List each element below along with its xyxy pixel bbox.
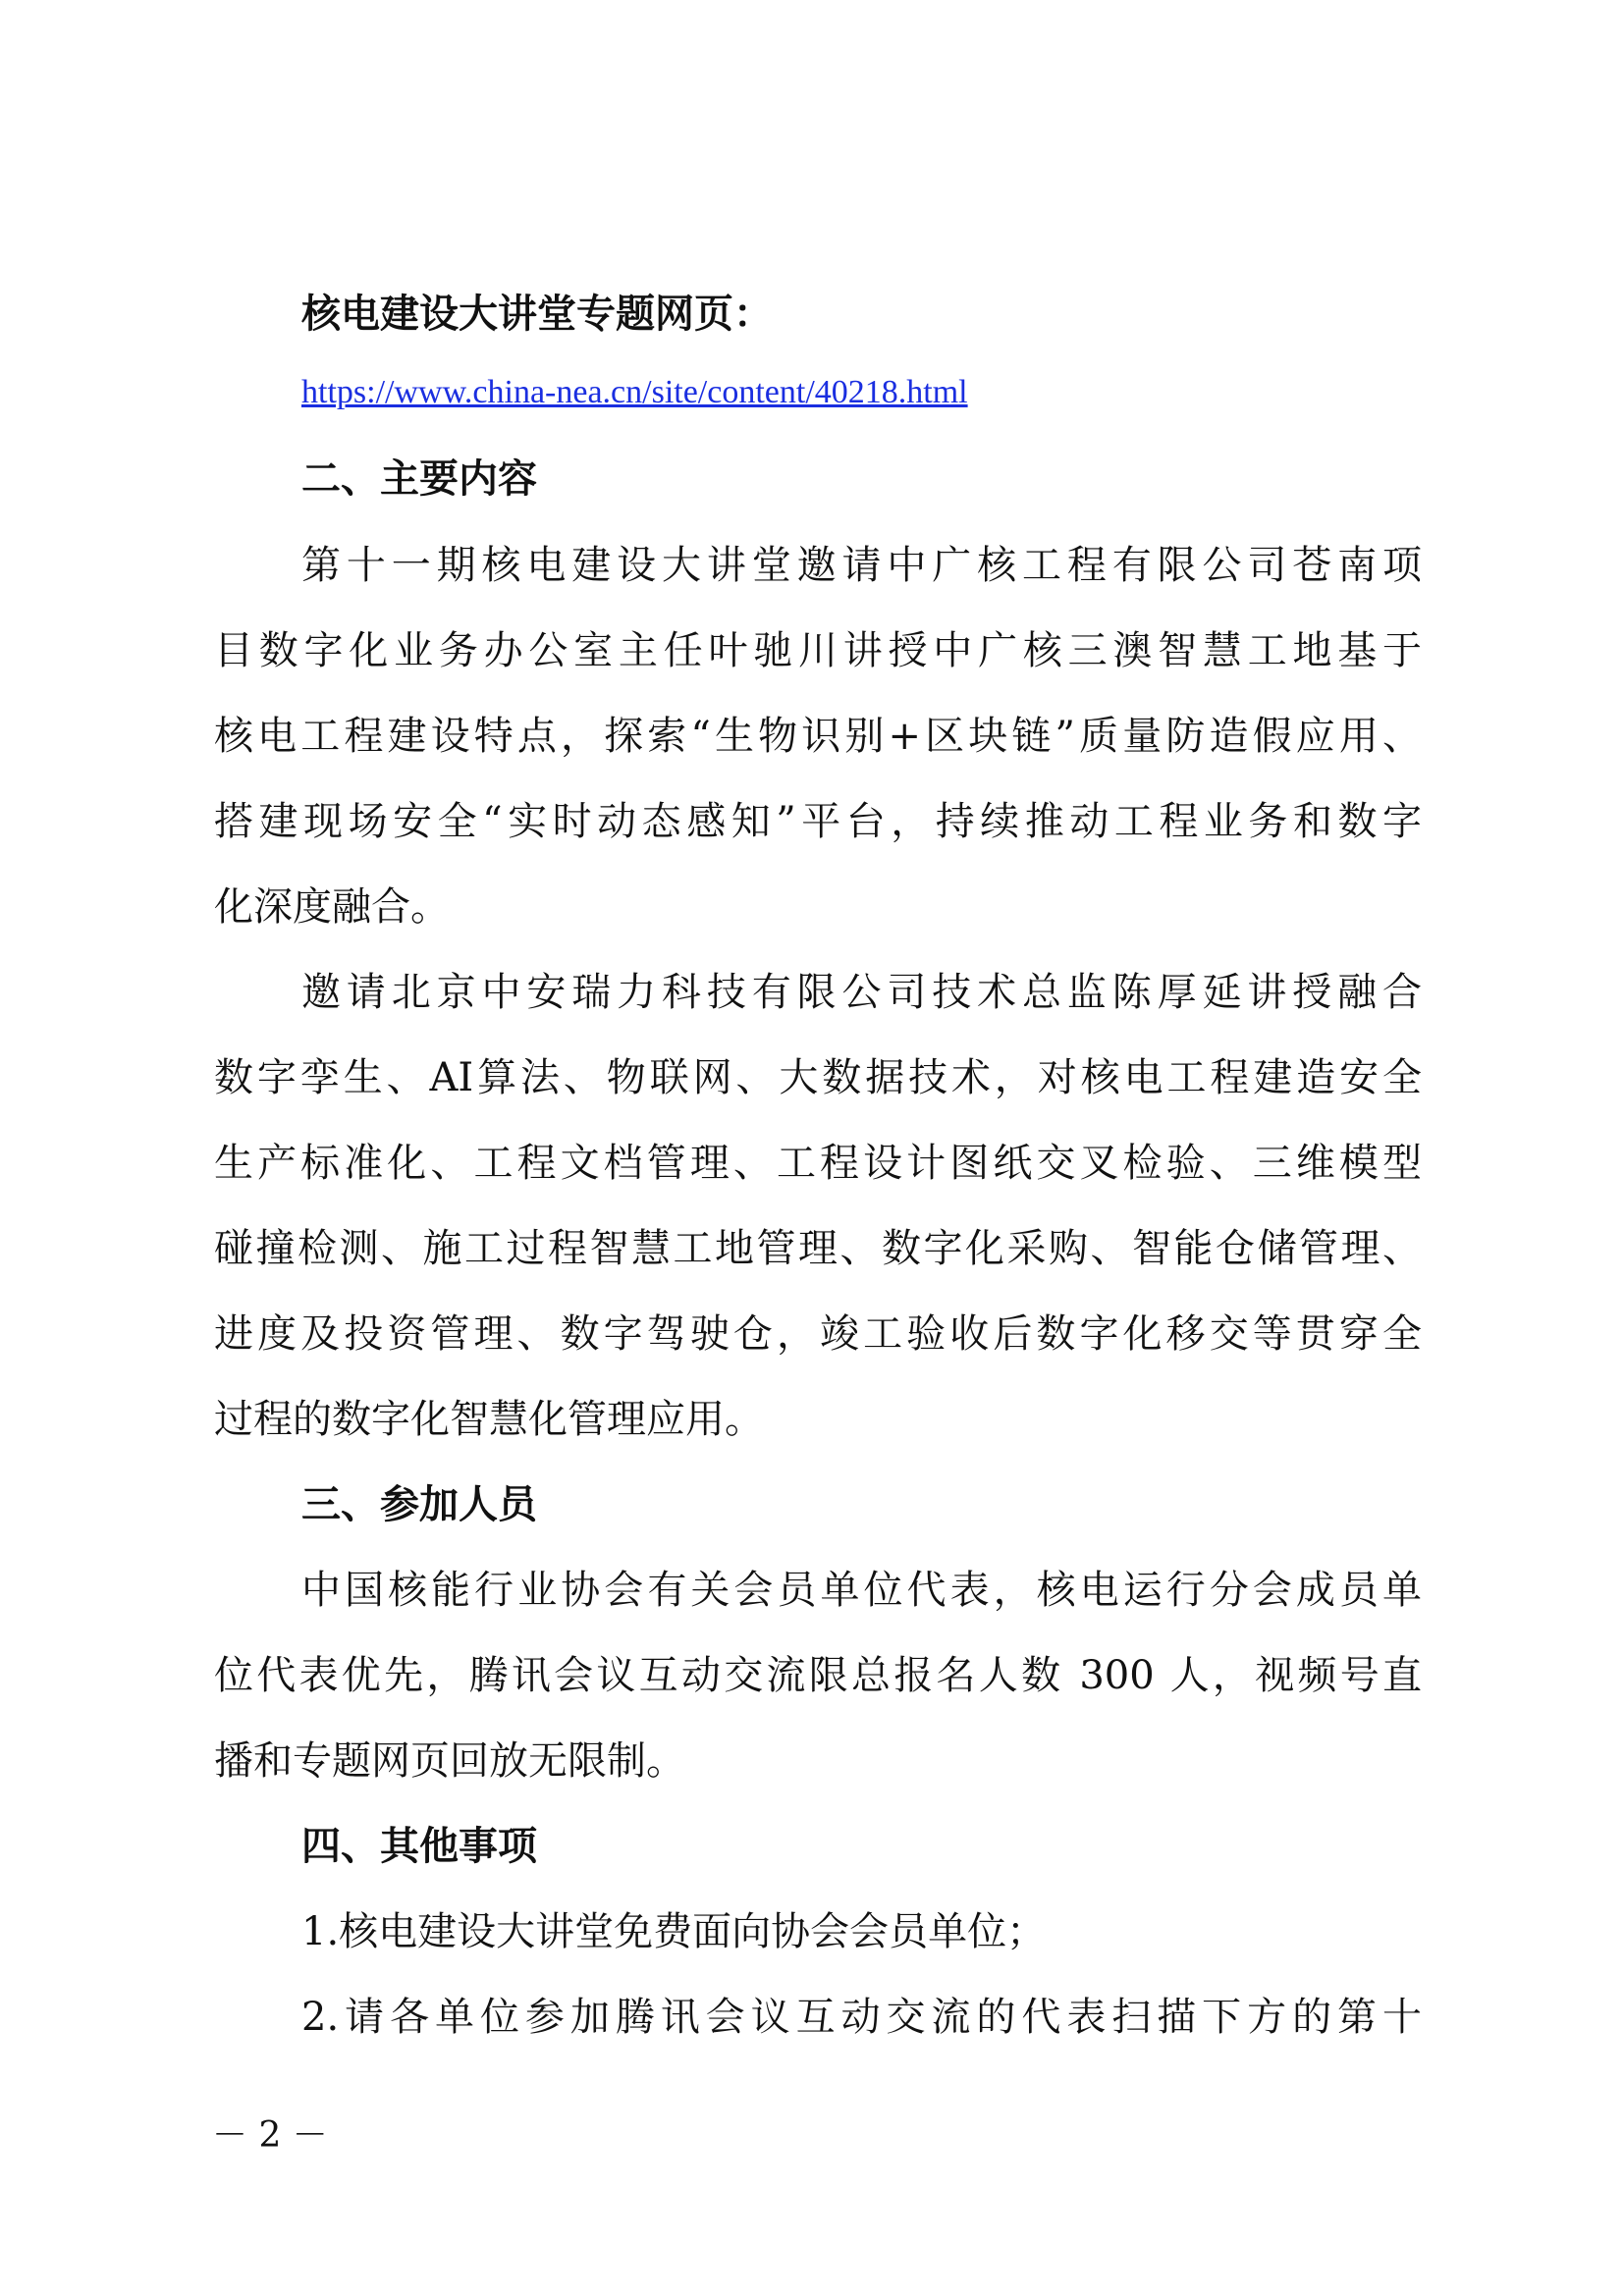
section2-para1-line: 核电工程建设特点，探索“生物识别+区块链”质量防造假应用、 <box>214 714 1422 759</box>
section3-para-line: 中国核能行业协会有关会员单位代表，核电运行分会成员单 <box>301 1568 1422 1613</box>
section3-para-line: 播和专题网页回放无限制。 <box>214 1738 685 1784</box>
section2-para1-line: 第十一期核电建设大讲堂邀请中广核工程有限公司苍南项 <box>301 543 1422 588</box>
section2-para1-line: 化深度融合。 <box>214 884 450 930</box>
section2-para2-line: 过程的数字化智慧化管理应用。 <box>214 1397 764 1442</box>
section2-para2-line: 数字孪生、AI算法、物联网、大数据技术，对核电工程建造安全 <box>214 1055 1422 1100</box>
section2-para1-line: 搭建现场安全“实时动态感知”平台，持续推动工程业务和数字 <box>214 799 1422 844</box>
section3-para-line: 位代表优先，腾讯会议互动交流限总报名人数 300 人，视频号直 <box>214 1653 1422 1698</box>
section2-para2-line: 进度及投资管理、数字驾驶仓，竣工验收后数字化移交等贯穿全 <box>214 1311 1422 1357</box>
section2-para2-line: 生产标准化、工程文档管理、工程设计图纸交叉检验、三维模型 <box>214 1141 1422 1186</box>
section2-heading: 二、主要内容 <box>301 456 537 502</box>
section2-para1-line: 目数字化业务办公室主任叶驰川讲授中广核三澳智慧工地基于 <box>214 628 1422 673</box>
section3-heading: 三、参加人员 <box>301 1482 537 1527</box>
section4-item: 2.请各单位参加腾讯会议互动交流的代表扫描下方的第十 <box>301 1995 1422 2040</box>
section2-para2-line: 碰撞检测、施工过程智慧工地管理、数字化采购、智能仓储管理、 <box>214 1226 1422 1271</box>
topic-label: 核电建设大讲堂专题网页： <box>301 292 773 337</box>
section2-para2-line: 邀请北京中安瑞力科技有限公司技术总监陈厚延讲授融合 <box>301 970 1422 1015</box>
section4-item: 1.核电建设大讲堂免费面向协会会员单位； <box>301 1909 1047 1954</box>
section4-heading: 四、其他事项 <box>301 1824 537 1869</box>
page-number: － 2 － <box>212 2115 328 2156</box>
topic-url-link[interactable]: https://www.china-nea.cn/site/content/40218.html <box>301 374 968 410</box>
